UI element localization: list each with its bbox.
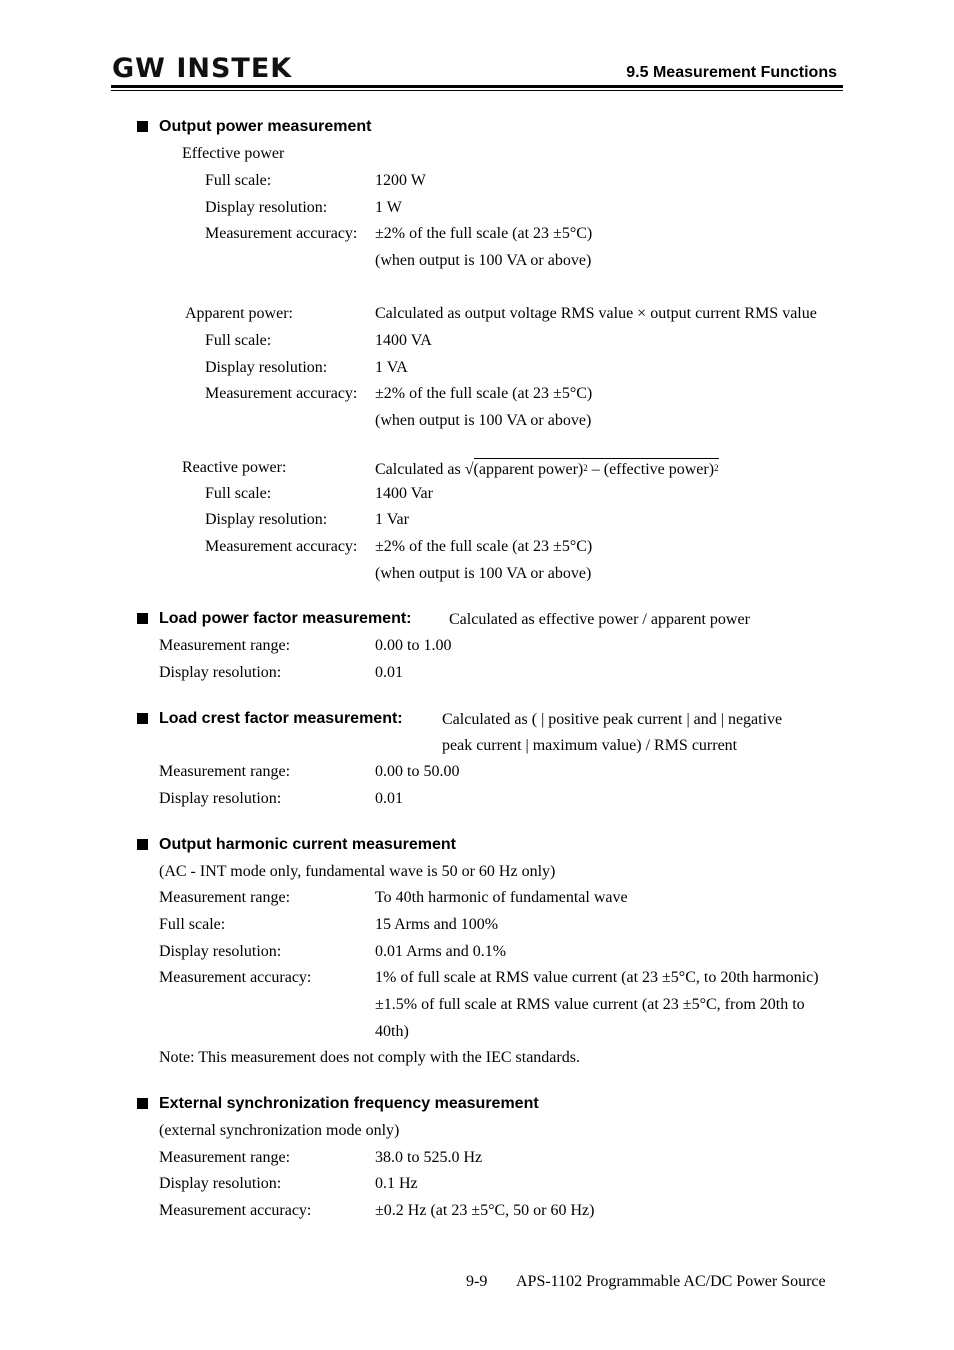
row-label: Measurement range: [159,889,291,906]
exponent: 2 [714,463,719,473]
row-label: Measurement range: [159,637,291,654]
row-value: 0.00 to 1.00 [375,637,452,654]
row-value: 1 Var [375,511,409,528]
row-value: (when output is 100 VA or above) [375,252,592,269]
row-value: 1 VA [375,359,408,376]
header-rule-thin [111,90,843,91]
reactive-power-label: Reactive power: [182,459,287,476]
ext-sync-condition-note: (external synchronization mode only) [159,1122,400,1139]
row-value: 38.0 to 525.0 Hz [375,1149,483,1166]
row-label: Full scale: [205,332,272,349]
exponent: 2 [583,463,588,473]
row-label: Full scale: [205,172,272,189]
sqrt-icon: √ [464,461,474,478]
formula-term: – (effective power) [587,461,715,478]
row-label: Measurement range: [159,763,291,780]
apparent-power-formula: Calculated as output voltage RMS value × output current RMS value [375,305,817,322]
row-value: To 40th harmonic of fundamental wave [375,889,628,906]
row-value: ±2% of the full scale (at 23 ±5°C) [375,538,593,555]
heading-ext-sync: External synchronization frequency measurement [159,1095,539,1112]
row-label: Measurement accuracy: [159,1202,312,1219]
row-label: Measurement accuracy: [205,385,358,402]
row-label: Measurement accuracy: [205,225,358,242]
row-label: Display resolution: [205,359,328,376]
row-value: 1400 VA [375,332,432,349]
row-value: ±1.5% of full scale at RMS value current (at 23 ±5°C, from 20th to [375,996,805,1013]
formula-prefix: Calculated as [375,461,465,478]
bullet-icon [137,613,148,624]
harmonic-condition-note: (AC - INT mode only, fundamental wave is 50 or 60 Hz only) [159,863,556,880]
bullet-icon [137,1098,148,1109]
row-label: Measurement accuracy: [205,538,358,555]
formula-term: (apparent power) [473,461,584,478]
formula-radicand [474,458,719,480]
page-number: 9-9 [466,1273,488,1290]
row-value: 40th) [375,1023,409,1040]
row-value: ±0.2 Hz (at 23 ±5°C, 50 or 60 Hz) [375,1202,595,1219]
row-value: ±2% of the full scale (at 23 ±5°C) [375,225,593,242]
row-label: Display resolution: [205,511,328,528]
effective-power-label: Effective power [182,145,285,162]
row-label: Measurement accuracy: [159,969,312,986]
header-rule-thick [111,85,843,88]
bullet-icon [137,713,148,724]
row-label: Display resolution: [159,943,282,960]
row-value: 1200 W [375,172,426,189]
row-value: 0.00 to 50.00 [375,763,460,780]
row-value: (when output is 100 VA or above) [375,565,592,582]
crest-factor-desc-line2: peak current | maximum value) / RMS current [442,737,738,754]
reactive-power-formula [375,458,719,480]
heading-harmonic-current: Output harmonic current measurement [159,836,456,853]
row-value: 15 Arms and 100% [375,916,499,933]
load-power-factor-desc: Calculated as effective power / apparent power [449,611,750,628]
product-name: APS-1102 Programmable AC/DC Power Source [516,1273,826,1290]
row-label: Display resolution: [205,199,328,216]
row-label: Display resolution: [159,790,282,807]
row-value: 0.1 Hz [375,1175,418,1192]
heading-load-power-factor: Load power factor measurement: [159,610,412,627]
heading-output-power: Output power measurement [159,118,372,135]
row-value: ±2% of the full scale (at 23 ±5°C) [375,385,593,402]
row-value: 0.01 [375,664,403,681]
bullet-icon [137,121,148,132]
row-label: Full scale: [205,485,272,502]
row-label: Display resolution: [159,1175,282,1192]
gw-instek-logo: GW INSTEK [112,53,293,84]
row-value: 0.01 [375,790,403,807]
row-value: 1400 Var [375,485,433,502]
harmonic-iec-note: Note: This measurement does not comply with the IEC standards. [159,1049,580,1066]
row-label: Display resolution: [159,664,282,681]
row-value: 1% of full scale at RMS value current (at 23 ±5°C, to 20th harmonic) [375,969,819,986]
row-label: Measurement range: [159,1149,291,1166]
crest-factor-desc-line1: Calculated as ( | positive peak current | and | negative [442,711,783,728]
row-value: 0.01 Arms and 0.1% [375,943,507,960]
apparent-power-label: Apparent power: [185,305,293,322]
row-value: (when output is 100 VA or above) [375,412,592,429]
row-value: 1 W [375,199,402,216]
row-label: Full scale: [159,916,226,933]
bullet-icon [137,839,148,850]
section-header: 9.5 Measurement Functions [626,64,837,81]
heading-load-crest-factor: Load crest factor measurement: [159,710,403,727]
